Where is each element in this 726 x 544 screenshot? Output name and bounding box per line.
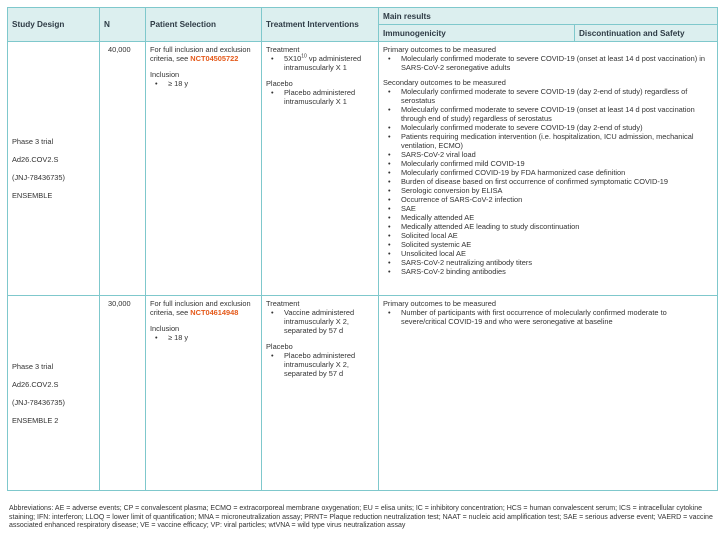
n-cell: 30,000 — [100, 296, 146, 491]
design-phase: Phase 3 trial — [12, 361, 54, 371]
placebo-label: Placebo — [266, 342, 293, 351]
secondary-item: • Molecularly confirmed moderate to severe COVID-19 (day 2-end of study) regardless of serostatus — [383, 87, 713, 105]
secondary-item: • SARS-CoV-2 neutralizing antibody titers — [383, 258, 713, 267]
secondary-item: • Occurrence of SARS-CoV-2 infection — [383, 195, 713, 204]
results-table — [7, 7, 718, 491]
primary-item: • Number of participants with first occurrence of molecularly confirmed moderate to severe/critical COVID-19 and who were seronegative at baseline — [383, 308, 713, 326]
design-trial-name: ENSEMBLE — [12, 191, 53, 200]
secondary-item: • Burden of disease based on first occurrence of confirmed symptomatic COVID-19 — [383, 177, 713, 186]
inclusion-label: Inclusion — [150, 70, 180, 79]
secondary-item: • Molecularly confirmed COVID-19 by FDA harmonized case definition — [383, 168, 713, 177]
selection-text: For full inclusion and exclusion criteria, see — [150, 45, 251, 63]
secondary-item: • Medically attended AE leading to study discontinuation — [383, 222, 713, 231]
treatment-label: Treatment — [266, 45, 300, 54]
inclusion-label: Inclusion — [150, 324, 180, 333]
header-patient-selection: Patient Selection — [146, 8, 262, 42]
header-study-design: Study Design — [8, 8, 100, 42]
inclusion-item: • ≥ 18 y — [150, 79, 257, 88]
design-vaccine: Ad26.COV2.S — [12, 155, 59, 164]
placebo-item: • Placebo administered intramuscularly X 1 — [266, 88, 374, 106]
primary-label: Primary outcomes to be measured — [383, 299, 496, 308]
design-vaccine: Ad26.COV2.S — [12, 379, 59, 389]
abbreviations-footnote: Abbreviations: AE = adverse events; CP = convalescent plasma; ECMO = extracorporeal membrane oxygenation; EU = elisa units; IC = inhibitory concentration; HCS = human convalescent serum; ICS = intracellular cytokine staining; IFN: interferon; LLOQ = lower limit of quantification; MNA = microneutralization assay; PRNT= Plaque reduction neutralization test; NAAT = nucleic acid amplification test; SAE = serious adverse event; VAERD = vaccine associated enhanced respiratory disease; VE = vaccine efficacy; VP: viral particles; wtVNA = wild type virus neutralization assay — [9, 505, 713, 530]
primary-item: • Molecularly confirmed moderate to severe COVID-19 (onset at least 14 d post vaccination) in SARS-CoV-2 seronegative adults — [383, 54, 713, 72]
placebo-item: • Placebo administered intramuscularly X 2, separated by 57 d — [266, 351, 374, 378]
treatment-item: • $5X10^{10}$ vp administered intramuscularly X 1 — [266, 54, 374, 72]
secondary-item: • SARS-CoV-2 binding antibodies — [383, 267, 713, 276]
n-cell: 40,000 — [100, 42, 146, 296]
design-phase: Phase 3 trial — [12, 137, 54, 146]
secondary-label: Secondary outcomes to be measured — [383, 78, 506, 87]
secondary-item: • Unsolicited local AE — [383, 249, 713, 258]
design-trial-name: ENSEMBLE 2 — [12, 415, 59, 425]
treatment-cell — [262, 42, 379, 296]
header-treatment: Treatment Interventions — [262, 8, 379, 42]
treatment-label: Treatment — [266, 299, 300, 308]
secondary-item: • Molecularly confirmed moderate to severe COVID-19 (day 2-end of study) — [383, 123, 713, 132]
table-row — [8, 296, 718, 491]
secondary-item: • Medically attended AE — [383, 213, 713, 222]
study-design-cell — [8, 42, 100, 296]
trial-link[interactable]: NCT04614948 — [190, 308, 239, 317]
treatment-item: • Vaccine administered intramuscularly X 2, separated by 57 d — [266, 308, 374, 335]
patient-selection-cell — [146, 296, 262, 491]
design-code: (JNJ-78436735) — [12, 173, 65, 182]
trial-link[interactable]: NCT04505722 — [190, 54, 239, 63]
table-row — [8, 42, 718, 296]
header-n: N — [100, 8, 146, 42]
secondary-item: • Solicited systemic AE — [383, 240, 713, 249]
treatment-cell — [262, 296, 379, 491]
secondary-item: • Serologic conversion by ELISA — [383, 186, 713, 195]
main-results-cell — [379, 42, 718, 296]
header-immunogenicity: Immunogenicity — [379, 25, 575, 42]
secondary-item: • SARS-CoV-2 viral load — [383, 150, 713, 159]
primary-label: Primary outcomes to be measured — [383, 45, 496, 54]
main-results-cell — [379, 296, 718, 491]
study-design-cell — [8, 296, 100, 491]
header-discontinuation: Discontinuation and Safety — [575, 25, 718, 42]
secondary-item: • Molecularly confirmed mild COVID-19 — [383, 159, 713, 168]
inclusion-item: • ≥ 18 y — [150, 333, 257, 342]
secondary-item: • Solicited local AE — [383, 231, 713, 240]
secondary-item: • Molecularly confirmed moderate to severe COVID-19 (onset at least 14 d post vaccination through end of study) regardless of serostatus — [383, 105, 713, 123]
secondary-item: • SAE — [383, 204, 713, 213]
placebo-label: Placebo — [266, 79, 293, 88]
patient-selection-cell — [146, 42, 262, 296]
design-code: (JNJ-78436735) — [12, 397, 65, 407]
selection-text: For full inclusion and exclusion criteria, see — [150, 299, 251, 317]
secondary-item: • Patients requiring medication intervention (i.e. hospitalization, ICU admission, mechanical ventilation, ECMO) — [383, 132, 713, 150]
header-main-results: Main results — [379, 8, 718, 25]
